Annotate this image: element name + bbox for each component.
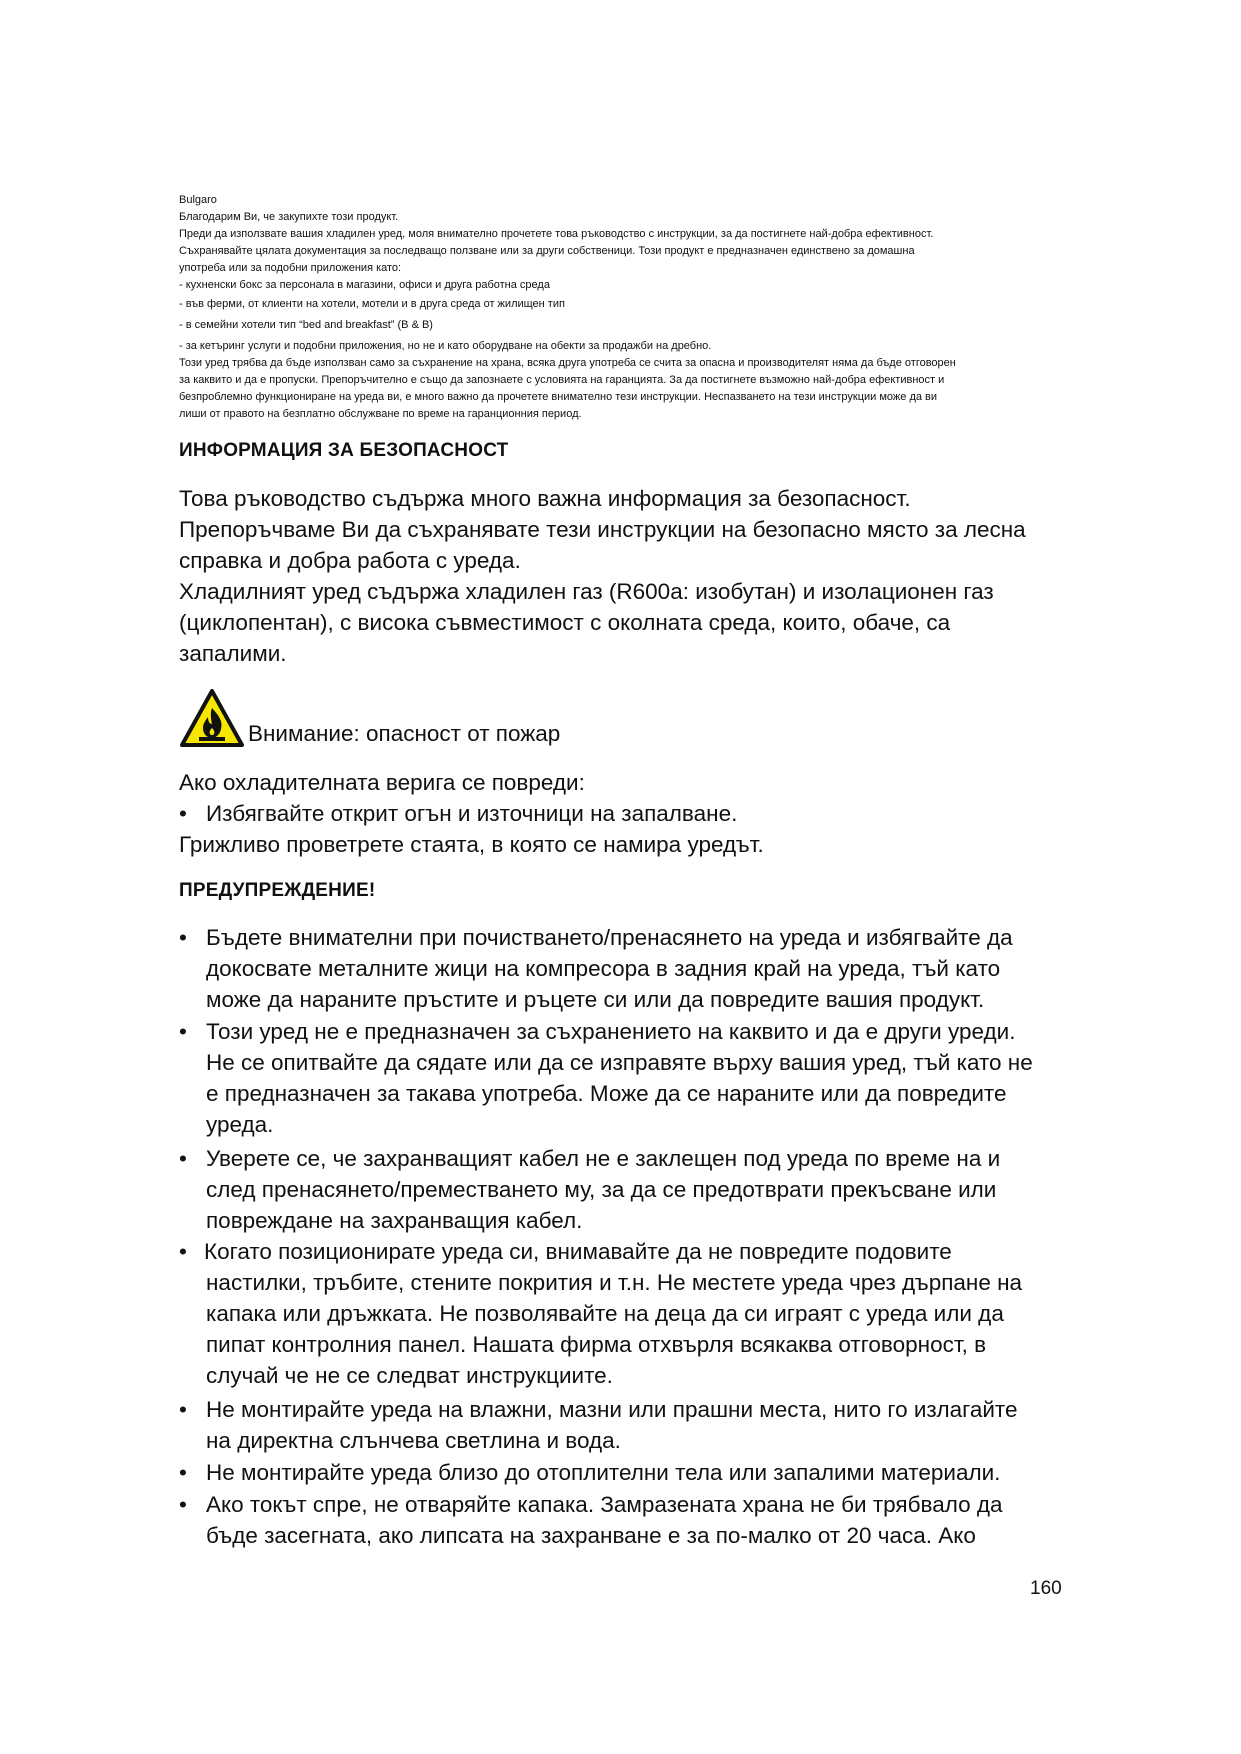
safety-line: запалими. xyxy=(179,641,287,666)
bullet-icon: • xyxy=(179,1019,187,1044)
bullet-icon: • xyxy=(179,1460,187,1485)
warning-line: докосвате металните жици на компресора в задния край на уреда, тъй като xyxy=(206,956,1001,981)
intro-line: - за кетъринг услуги и подобни приложения, но не и като оборудване на обекти за продажби на дребно. xyxy=(179,340,712,352)
intro-line: за каквито и да е пропуски. Препоръчително е също да запознаете с условията на гаранцията. За да постигнете възможно най-добра ефективност и xyxy=(179,374,945,386)
warning-line: Този уред не е предназначен за съхранението на каквито и да е други уреди. xyxy=(206,1019,1016,1044)
intro-line: безпроблемно функциониране на уреда ви, е много важно да прочетете внимателно тези инструкции. Неспазването на тези инструкции може да ви xyxy=(179,391,938,403)
warning-line: Не се опитвайте да сядате или да се изправяте върху вашия уред, тъй като не xyxy=(206,1050,1033,1075)
warning-line: бъде засегната, ако липсата на захранване е за по-малко от 20 часа. Ако xyxy=(206,1523,976,1548)
intro-line: - в семейни хотели тип “bed and breakfast” (B & B) xyxy=(179,319,433,331)
warning-line: Ако токът спре, не отваряйте капака. Замразената храна не би трябвало да xyxy=(206,1492,1003,1517)
circuit-intro: Ако охладителната верига се повреди: xyxy=(179,770,585,795)
bullet-icon: • xyxy=(179,801,187,826)
safety-line: Препоръчваме Ви да съхранявате тези инструкции на безопасно място за лесна xyxy=(179,517,1026,542)
circuit-bullet: Избягвайте открит огън и източници на запалване. xyxy=(206,801,738,826)
warning-line: може да нараните пръстите и ръцете си или да повредите вашия продукт. xyxy=(206,987,985,1012)
warning-line: Не монтирайте уреда на влажни, мазни или прашни места, нито го излагайте xyxy=(206,1397,1018,1422)
warning-line: Бъдете внимателни при почистването/пренасянето на уреда и избягвайте да xyxy=(206,925,1013,950)
intro-line: Този уред трябва да бъде използван само за съхранение на храна, всяка друга употреба се счита за опасна и производителят няма да бъде отговорен xyxy=(179,357,956,369)
warning-line: уреда. xyxy=(206,1112,274,1137)
intro-line: Преди да използвате вашия хладилен уред, моля внимателно прочетете това ръководство с инструкции, за да постигнете най-добра ефективност. xyxy=(179,228,934,240)
intro-line: употреба или за подобни приложения като: xyxy=(179,262,402,274)
intro-line: Съхранявайте цялата документация за последващо ползване или за други собственици. Този продукт е предназначен единствено за домашна xyxy=(179,245,915,257)
bullet-icon: • xyxy=(179,1146,187,1171)
intro-line: лиши от правото на безплатно обслужване по време на гаранционния период. xyxy=(179,408,582,420)
warning-line: Не монтирайте уреда близо до отоплителни тела или запалими материали. xyxy=(206,1460,1001,1485)
ventilate-text: Грижливо проветрете стаята, в която се намира уредът. xyxy=(179,832,764,857)
warning-line: настилки, тръбите, стените покрития и т.н. Не местете уреда чрез дърпане на xyxy=(206,1270,1023,1295)
intro-line: Благодарим Ви, че закупихте този продукт. xyxy=(179,211,399,223)
fire-warning-text: Внимание: опасност от пожар xyxy=(248,721,561,746)
safety-line: Това ръководство съдържа много важна информация за безопасност. xyxy=(179,486,911,511)
safety-line: (циклопентан), с висока съвместимост с околната среда, които, обаче, са xyxy=(179,610,951,635)
safety-line: справка и добра работа с уреда. xyxy=(179,548,521,573)
warning-line: капака или дръжката. Не позволявайте на деца да си играят с уреда или да xyxy=(206,1301,1004,1326)
warning-line: след пренасянето/преместването му, за да се предотврати прекъсване или xyxy=(206,1177,997,1202)
bullet-icon: • xyxy=(179,1239,187,1264)
safety-heading: ИНФОРМАЦИЯ ЗА БЕЗОПАСНОСТ xyxy=(179,440,509,461)
intro-language: Bulgaro xyxy=(179,194,217,206)
warning-line: повреждане на захранващия кабел. xyxy=(206,1208,583,1233)
warning-line: Когато позиционирате уреда си, внимавайте да не повредите подовите xyxy=(204,1239,952,1264)
intro-line: - във ферми, от клиенти на хотели, мотели и в друга среда от жилищен тип xyxy=(179,298,565,310)
warning-line: случай че не се следват инструкциите. xyxy=(206,1363,613,1388)
bullet-icon: • xyxy=(179,1492,187,1517)
safety-line: Хладилният уред съдържа хладилен газ (R600a: изобутан) и изолационен газ xyxy=(179,579,994,604)
warning-line: е предназначен за такава употреба. Може да се нараните или да повредите xyxy=(206,1081,1007,1106)
warning-line: пипат контролния панел. Нашата фирма отхвърля всякаква отговорност, в xyxy=(206,1332,987,1357)
warning-heading: ПРЕДУПРЕЖДЕНИЕ! xyxy=(179,880,376,901)
page-number: 160 xyxy=(1030,1578,1062,1599)
flammable-warning-icon xyxy=(179,688,245,748)
intro-line: - кухненски бокс за персонала в магазини, офиси и друга работна среда xyxy=(179,279,550,291)
warning-line: Уверете се, че захранващият кабел не е заклещен под уреда по време на и xyxy=(206,1146,1001,1171)
warning-line: на директна слънчева светлина и вода. xyxy=(206,1428,621,1453)
bullet-icon: • xyxy=(179,1397,187,1422)
bullet-icon: • xyxy=(179,925,187,950)
